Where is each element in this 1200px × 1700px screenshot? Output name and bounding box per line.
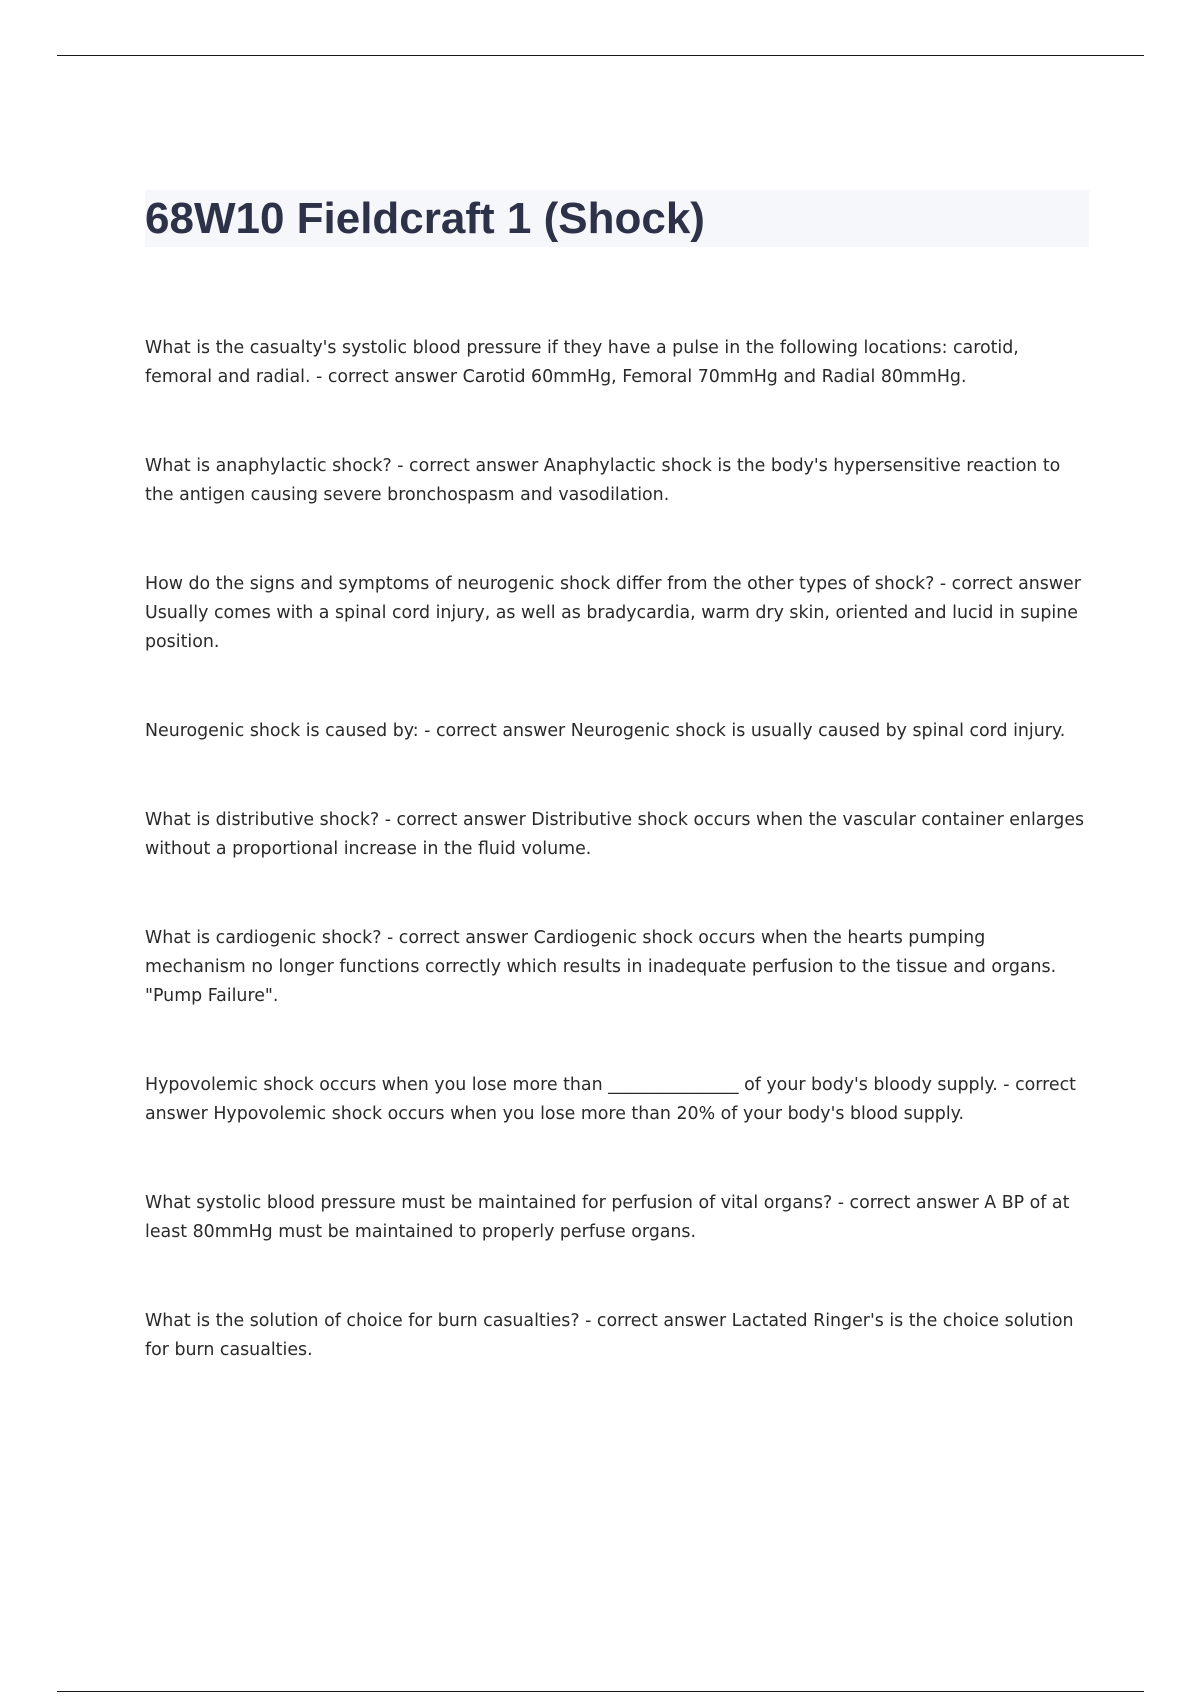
qa-list (145, 334, 1090, 1425)
qa-item: What is distributive shock? - correct answer Distributive shock occurs when the vascular container enlarges without a proportional increase in the fluid volume. (145, 810, 1085, 859)
qa-item: What is the solution of choice for burn casualties? - correct answer Lactated Ringer's is the choice solution for burn casualties. (145, 1311, 1074, 1360)
qa-item: Hypovolemic shock occurs when you lose more than _______________ of your body's bloody supply. - correct answer Hypovolemic shock occurs when you lose more than 20% of your body's blood supply. (145, 1075, 1076, 1124)
qa-item: Neurogenic shock is caused by: - correct answer Neurogenic shock is usually caused by spinal cord injury. (145, 721, 1066, 741)
qa-item: What is the casualty's systolic blood pressure if they have a pulse in the following locations: carotid, femoral and radial. - correct answer Carotid 60mmHg, Femoral 70mmHg and Radial 80mmHg. (145, 338, 1019, 387)
qa-item: What systolic blood pressure must be maintained for perfusion of vital organs? - correct answer A BP of at least 80mmHg must be maintained to properly perfuse organs. (145, 1193, 1070, 1242)
bottom-rule (57, 1691, 1144, 1692)
qa-item: How do the signs and symptoms of neurogenic shock differ from the other types of shock? - correct answer Usually comes with a spinal cord injury, as well as bradycardia, warm dry skin, oriented and lucid in supine position. (145, 574, 1081, 652)
qa-item: What is cardiogenic shock? - correct answer Cardiogenic shock occurs when the hearts pumping mechanism no longer functions correctly which results in inadequate perfusion to the tissue and organs. "Pump Failure". (145, 928, 1057, 1006)
qa-item: What is anaphylactic shock? - correct answer Anaphylactic shock is the body's hypersensitive reaction to the antigen causing severe bronchospasm and vasodilation. (145, 456, 1061, 505)
top-rule (57, 55, 1144, 56)
document-title: 68W10 Fieldcraft 1 (Shock) (145, 194, 705, 243)
